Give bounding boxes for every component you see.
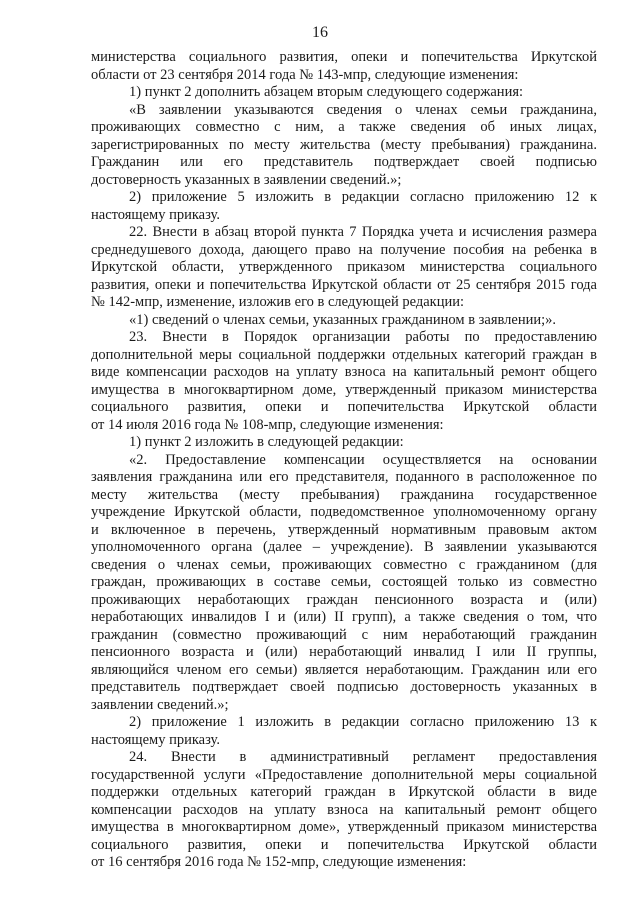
text-line: являющийся членом его семьи) является неработающим. Гражданин или его bbox=[91, 661, 597, 678]
text-line: имущества в многоквартирном доме», утвержденный приказом министерства bbox=[91, 819, 597, 835]
text-line: социального развития, опеки и попечительства Иркутской области bbox=[91, 399, 597, 415]
text-line: уполномоченного органа (далее – учреждение). В заявлении указываются bbox=[91, 539, 597, 555]
text-line: от 16 сентября 2016 года № 152-мпр, следующие изменения: bbox=[91, 854, 467, 870]
text-line: гражданин (совместно проживающий с ним неработающий гражданин bbox=[91, 626, 597, 643]
text-line: виде компенсации расходов на уплату взноса на капитальный ремонт общего bbox=[91, 364, 597, 380]
text-line: № 142-мпр, изменение, изложив его в следующей редакции: bbox=[91, 294, 465, 310]
text-line: заявления гражданина или его представителя, поданного в расположенное по bbox=[91, 469, 597, 485]
text-line: «В заявлении указываются сведения о членах семьи гражданина, bbox=[129, 101, 597, 118]
text-line: учреждение Иркутской области, подведомственное уполномоченному органу bbox=[91, 504, 597, 520]
text-line: 22. Внести в абзац второй пункта 7 Порядка учета и исчисления размера bbox=[129, 224, 597, 240]
text-line: развития, опеки и попечительства Иркутской области от 25 сентября 2015 года bbox=[91, 276, 597, 293]
text-line: 23. Внести в Порядок организации работы по предоставлению bbox=[129, 329, 597, 345]
text-line: 24. Внести в административный регламент предоставления bbox=[129, 749, 597, 765]
text-line: 2) приложение 5 изложить в редакции согласно приложению 12 к bbox=[129, 189, 597, 205]
text-line: граждан, проживающих в составе семьи, состоящей только из совместно bbox=[91, 574, 597, 590]
text-line: пенсионного возраста и (или) неработающий инвалид I или II группы, bbox=[91, 644, 597, 660]
page-number: 16 bbox=[312, 24, 328, 41]
text-line: неработающих инвалидов I и (или) II групп), а также сведения о том, что bbox=[91, 609, 597, 625]
text-line: 1) пункт 2 дополнить абзацем вторым следующего содержания: bbox=[129, 84, 524, 100]
text-line: от 14 июля 2016 года № 108-мпр, следующие изменения: bbox=[91, 416, 444, 433]
text-line: 1) пункт 2 изложить в следующей редакции: bbox=[129, 434, 404, 450]
text-line: настоящему приказу. bbox=[91, 206, 220, 223]
text-line: зарегистрированных по месту жительства (месту пребывания) гражданина. bbox=[91, 136, 597, 153]
text-line: и включенное в перечень, утвержденный нормативным правовым актом bbox=[91, 521, 597, 538]
text-line: компенсации расходов на уплату взноса на капитальный ремонт общего bbox=[91, 801, 597, 818]
text-line: имущества в многоквартирном доме, утвержденный приказом министерства bbox=[91, 381, 597, 398]
text-line: дополнительной меры социальной поддержки отдельных категорий граждан в bbox=[91, 346, 597, 363]
text-line: заявлении сведений.»; bbox=[91, 696, 229, 713]
text-line: месту жительства (месту пребывания) гражданина государственное bbox=[91, 486, 597, 503]
text-line: области от 23 сентября 2014 года № 143-мпр, следующие изменения: bbox=[91, 66, 519, 83]
text-line: «1) сведений о членах семьи, указанных гражданином в заявлении;». bbox=[129, 311, 557, 328]
text-line: 2) приложение 1 изложить в редакции согласно приложению 13 к bbox=[129, 714, 597, 730]
text-line: Гражданин или его представитель подтверждает своей подписью bbox=[91, 154, 597, 170]
text-line: достоверность указанных в заявлении сведений.»; bbox=[91, 171, 402, 188]
text-line: социального развития, опеки и попечительства Иркутской области bbox=[91, 836, 597, 853]
text-line: государственной услуги «Предоставление дополнительной меры социальной bbox=[91, 766, 597, 783]
text-line: среднедушевого дохода, дающего право на получение пособия на ребенка в bbox=[91, 241, 597, 258]
text-line: проживающих неработающих граждан пенсионного возраста и (или) bbox=[91, 591, 597, 608]
text-line: «2. Предоставление компенсации осуществляется на основании bbox=[129, 451, 597, 468]
text-line: проживающих совместно с ним, а также сведения об иных лицах, bbox=[91, 119, 597, 135]
text-line: представитель подтверждает своей подписью достоверность указанных в bbox=[91, 679, 597, 695]
text-line: настоящему приказу. bbox=[91, 731, 220, 748]
text-line: сведения о членах семьи, проживающих совместно с гражданином (для bbox=[91, 556, 597, 573]
text-line: поддержки отдельных категорий граждан в Иркутской области в виде bbox=[91, 784, 597, 800]
text-line: министерства социального развития, опеки и попечительства Иркутской bbox=[91, 49, 597, 65]
text-line: Иркутской области, утвержденного приказом министерства социального bbox=[91, 259, 597, 275]
document-body bbox=[91, 49, 597, 872]
